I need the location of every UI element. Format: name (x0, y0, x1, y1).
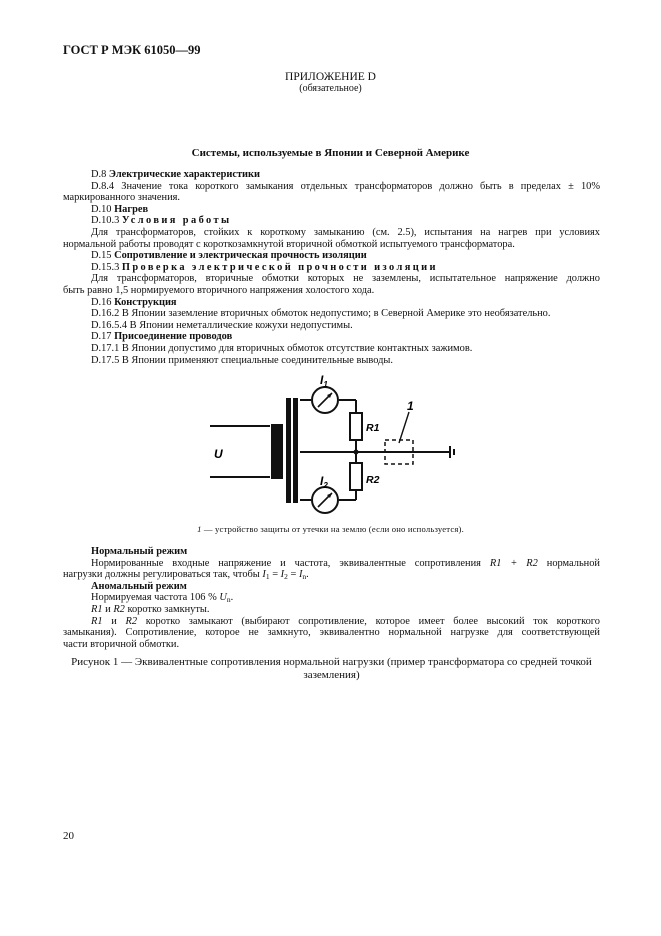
clause-d162: D.16.2 В Японии заземление вторичных обмоток недопустимо; в Северной Америке это необязательно. (91, 308, 551, 320)
clause-d1654: D.16.5.4 В Японии неметаллические кожухи недопустимы. (91, 319, 353, 331)
label-r1: R1 (366, 422, 380, 434)
label-i2: $I_2$ (320, 474, 328, 490)
primary-winding (271, 424, 283, 479)
abnormal-line3: R1 и R2 коротко замыкают (выбирают сопротивление, которое имеет более высокий ток короткого (91, 615, 600, 627)
clause-d84-line1: D.8.4 Значение тока короткого замыкания отдельных трансформаторов должно быть в пределах ± 10% (91, 180, 600, 192)
abnormal-line1: Нормируемая частота 106 % $U_n$. (91, 592, 234, 605)
appendix-status: (обязательное) (299, 83, 362, 94)
page-number: 20 (63, 830, 74, 842)
normal-mode-line2: нагрузки должны регулироваться так, чтобы $I_1 = I_2 = I_n$. (63, 569, 309, 582)
abnormal-line2: R1 и R2 коротко замкнуты. (91, 603, 210, 615)
core-bar-left (286, 398, 291, 503)
clause-d103-line2: нормальной работы проводят с короткозамкнутой вторичной обмоткой испытуемого трансформатора. (63, 238, 515, 250)
clause-d175: D.17.5 В Японии применяют специальные соединительные выводы. (91, 354, 393, 366)
section-title: Системы, используемые в Японии и Северной Америке (191, 147, 470, 159)
core-bar-right (293, 398, 298, 503)
label-r2: R2 (366, 474, 380, 486)
clause-d16: D.16 Конструкция (91, 296, 177, 308)
document-id: ГОСТ Р МЭК 61050—99 (63, 43, 201, 57)
diagram-legend: 1 — устройство защиты от утечки на землю (если оно используется). (197, 524, 464, 534)
label-i1: $I_1$ (320, 373, 328, 389)
clause-d84-line2: маркированного значения. (63, 192, 181, 204)
clause-d10: D.10 Нагрев (91, 203, 149, 215)
abnormal-line5: части вторичной обмотки. (63, 638, 180, 650)
junction-dot (354, 450, 359, 455)
clause-d103-line1: Для трансформаторов, стойких к короткому замыканию (см. 2.5), испытания на нагрев при условиях (91, 226, 600, 238)
clause-d15: D.15 Сопротивление и электрическая прочность изоляции (91, 250, 367, 262)
clause-d153-line1: Для трансформаторов, вторичные обмотки которых не заземлены, испытательное напряжение должно (91, 273, 600, 285)
clause-d153-line2: быть равно 1,5 нормируемого вторичного напряжения холостого хода. (63, 284, 375, 296)
label-u: U (214, 447, 223, 461)
clause-d171: D.17.1 В Японии допустимо для вторичных обмоток отсутствие контактных зажимов. (91, 342, 473, 354)
label-device: 1 (407, 399, 414, 413)
device-leader-line (399, 412, 409, 443)
resistor-r2 (350, 463, 362, 490)
resistor-r1 (350, 413, 362, 440)
normal-mode-title: Нормальный режим (91, 546, 188, 557)
clause-d153: D.15.3 Проверка электрической прочности изоляции (91, 261, 438, 273)
clause-d17: D.17 Присоединение проводов (91, 331, 233, 343)
abnormal-line4: замыкания). Сопротивление, которое не замкнуто, эквивалентно нормальной нагрузке для соответствующей (63, 627, 600, 639)
clause-d8: D.8 Электрические характеристики (91, 169, 261, 180)
appendix-title: ПРИЛОЖЕНИЕ D (285, 71, 376, 83)
clause-d103: D.10.3 Условия работы (91, 215, 232, 227)
abnormal-mode-title: Аномальный режим (91, 580, 187, 592)
figure-caption: Рисунок 1 — Эквивалентные сопротивления нормальной нагрузки (пример трансформатора со средней точкой заземления) (71, 656, 592, 681)
normal-mode-line1: Нормированные входные напряжение и частота, эквивалентные сопротивления R1 + R2 нормальной (91, 557, 600, 569)
modes-block (63, 546, 600, 650)
ground-icon (450, 446, 454, 458)
